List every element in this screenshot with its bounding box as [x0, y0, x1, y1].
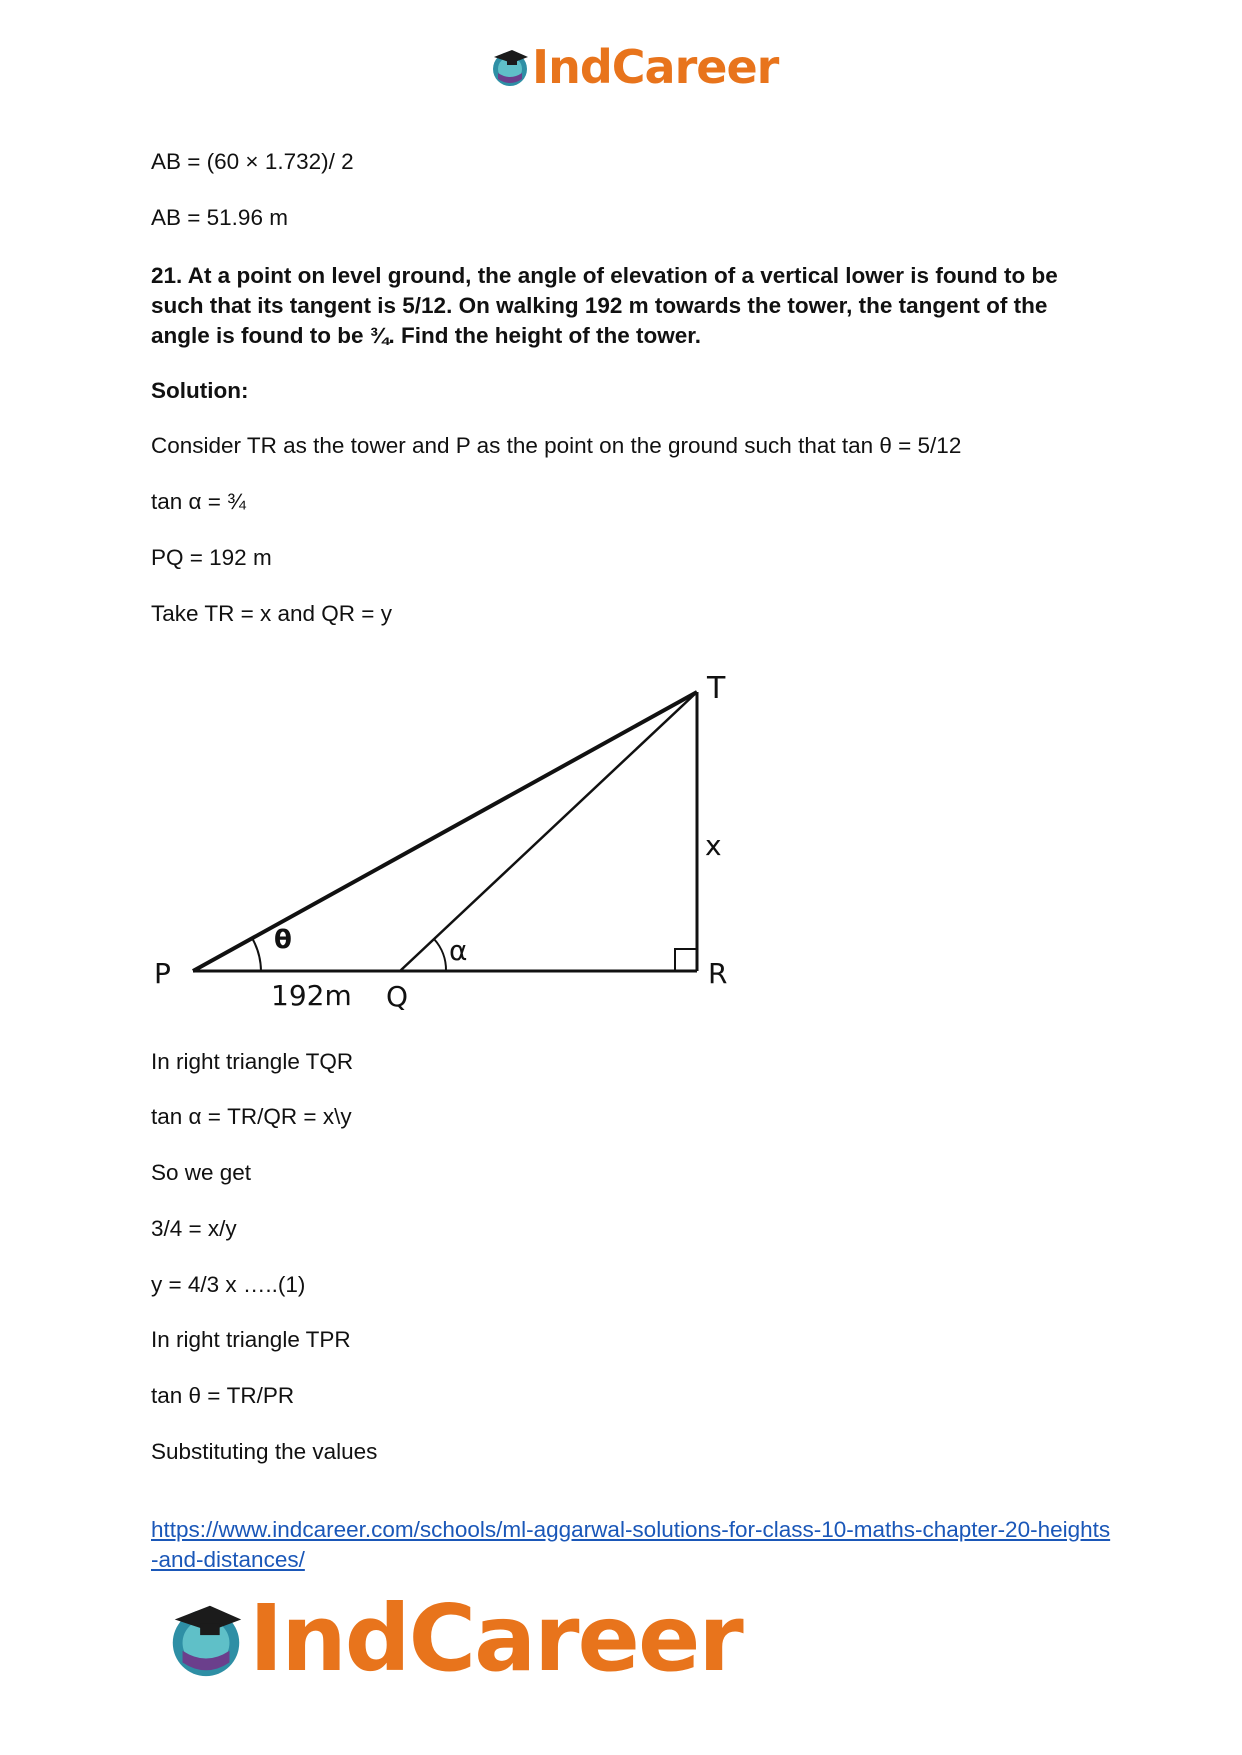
label-R: R [708, 957, 728, 990]
right-angle-mark [675, 949, 697, 971]
question-21: 21. At a point on level ground, the angle of elevation of a vertical lower is found to be such that its tangent is 5/12. On walking 192 m towards the tower, the tangent of the angle is found to be ¾. Find the height of the tower. [151, 263, 1058, 348]
text-line: AB = 51.96 m [151, 205, 288, 230]
alpha-arc [434, 939, 446, 971]
label-P: P [154, 957, 171, 990]
footer-logo [163, 1585, 742, 1692]
text-line: tan θ = TR/PR [151, 1383, 295, 1408]
label-Q: Q [386, 980, 409, 1013]
text-line: PQ = 192 m [151, 545, 272, 570]
text-line: Take TR = x and QR = y [151, 601, 392, 626]
tower-diagram [140, 665, 760, 1020]
text-line: Consider TR as the tower and P as the point on the ground such that tan θ = 5/12 [151, 433, 962, 458]
solution-heading: Solution: [151, 378, 249, 403]
text-line: So we get [151, 1160, 252, 1185]
label-x: x [705, 829, 722, 862]
header-logo [488, 40, 778, 94]
text-line: y = 4/3 x …..(1) [151, 1272, 306, 1297]
footer-logo-text: IndCareer [249, 1585, 742, 1692]
label-T: T [707, 671, 726, 706]
text-line: In right triangle TQR [151, 1049, 354, 1074]
text-line: tan α = TR/QR = x\y [151, 1104, 352, 1129]
graduation-globe-icon [163, 1596, 249, 1682]
label-theta: θ [274, 925, 292, 955]
source-link[interactable]: https://www.indcareer.com/schools/ml-aggarwal-solutions-for-class-10-maths-chapter-20-heights-and-distances/ [151, 1517, 1111, 1572]
text-line: 3/4 = x/y [151, 1216, 237, 1241]
text-line: AB = (60 × 1.732)/ 2 [151, 149, 354, 174]
label-alpha: α [449, 934, 468, 967]
text-line: In right triangle TPR [151, 1327, 351, 1352]
theta-arc [252, 938, 261, 971]
label-192m: 192m [271, 979, 352, 1012]
graduation-globe-icon [488, 45, 532, 89]
text-line: tan α = ¾ [151, 489, 246, 514]
header-logo-text: IndCareer [532, 40, 779, 94]
text-line: Substituting the values [151, 1439, 378, 1464]
